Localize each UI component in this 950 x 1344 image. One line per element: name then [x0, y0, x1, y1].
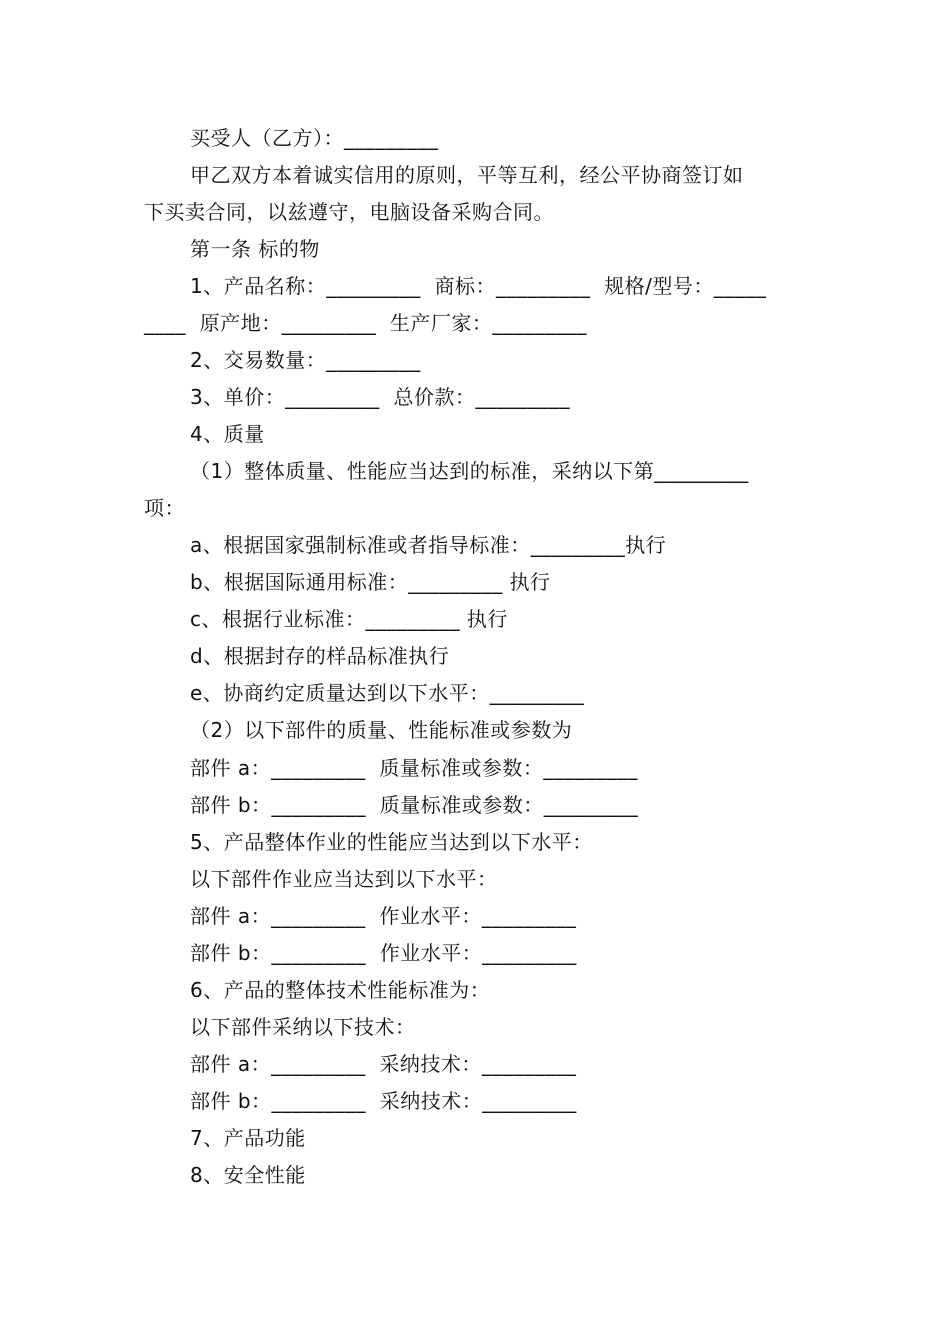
text-line-performance: 5、产品整体作业的性能应当达到以下水平：	[190, 830, 593, 854]
text-line-part-a-technology: 部件 a：_________ 采纳技术：_________	[190, 1052, 577, 1076]
text-line-option-e: e、协商约定质量达到以下水平：_________	[190, 681, 585, 705]
text-line-price: 3、单价：_________ 总价款：_________	[190, 385, 570, 409]
text-line-function: 7、产品功能	[190, 1126, 306, 1150]
text-line-option-c: c、根据行业标准：_________ 执行	[190, 607, 508, 631]
text-line-intro-1: 甲乙双方本着诚实信用的原则，平等互利，经公平协商签订如	[190, 163, 744, 187]
text-line-part-a-performance: 部件 a：_________ 作业水平：_________	[190, 904, 577, 928]
text-line-part-b-quality: 部件 b：_________ 质量标准或参数：_________	[190, 793, 639, 817]
text-line-item: 项：	[144, 496, 185, 520]
text-line-part-b-performance: 部件 b：_________ 作业水平：_________	[190, 941, 577, 965]
text-line-technical: 6、产品的整体技术性能标准为：	[190, 978, 491, 1002]
text-line-part-b-technology: 部件 b：_________ 采纳技术：_________	[190, 1089, 577, 1113]
text-line-parts-technology: 以下部件采纳以下技术：	[190, 1015, 416, 1039]
text-line-safety: 8、安全性能	[190, 1163, 306, 1187]
text-line-buyer: 买受人（乙方）：_________	[190, 126, 439, 150]
text-line-option-b: b、根据国际通用标准：_________ 执行	[190, 570, 551, 594]
text-line-parts-performance: 以下部件作业应当达到以下水平：	[190, 867, 498, 891]
text-line-origin: ____ 原产地：_________ 生产厂家：_________	[144, 311, 587, 335]
text-line-option-a: a、根据国家强制标准或者指导标准：_________执行	[190, 533, 667, 557]
text-line-quality-standard: （1）整体质量、性能应当达到的标准，采纳以下第_________	[190, 459, 749, 483]
text-line-quality: 4、质量	[190, 422, 265, 446]
text-line-part-a-quality: 部件 a：_________ 质量标准或参数：_________	[190, 756, 638, 780]
text-line-option-d: d、根据封存的样品标准执行	[190, 644, 450, 668]
section-heading-article-1: 第一条 标的物	[190, 237, 320, 261]
text-line-product-name: 1、产品名称：_________ 商标：_________ 规格/型号：_____	[190, 274, 767, 298]
text-line-parts-quality: （2）以下部件的质量、性能标准或参数为	[190, 718, 573, 742]
text-line-quantity: 2、交易数量：_________	[190, 348, 421, 372]
text-line-intro-2: 下买卖合同，以兹遵守，电脑设备采购合同。	[144, 200, 554, 224]
